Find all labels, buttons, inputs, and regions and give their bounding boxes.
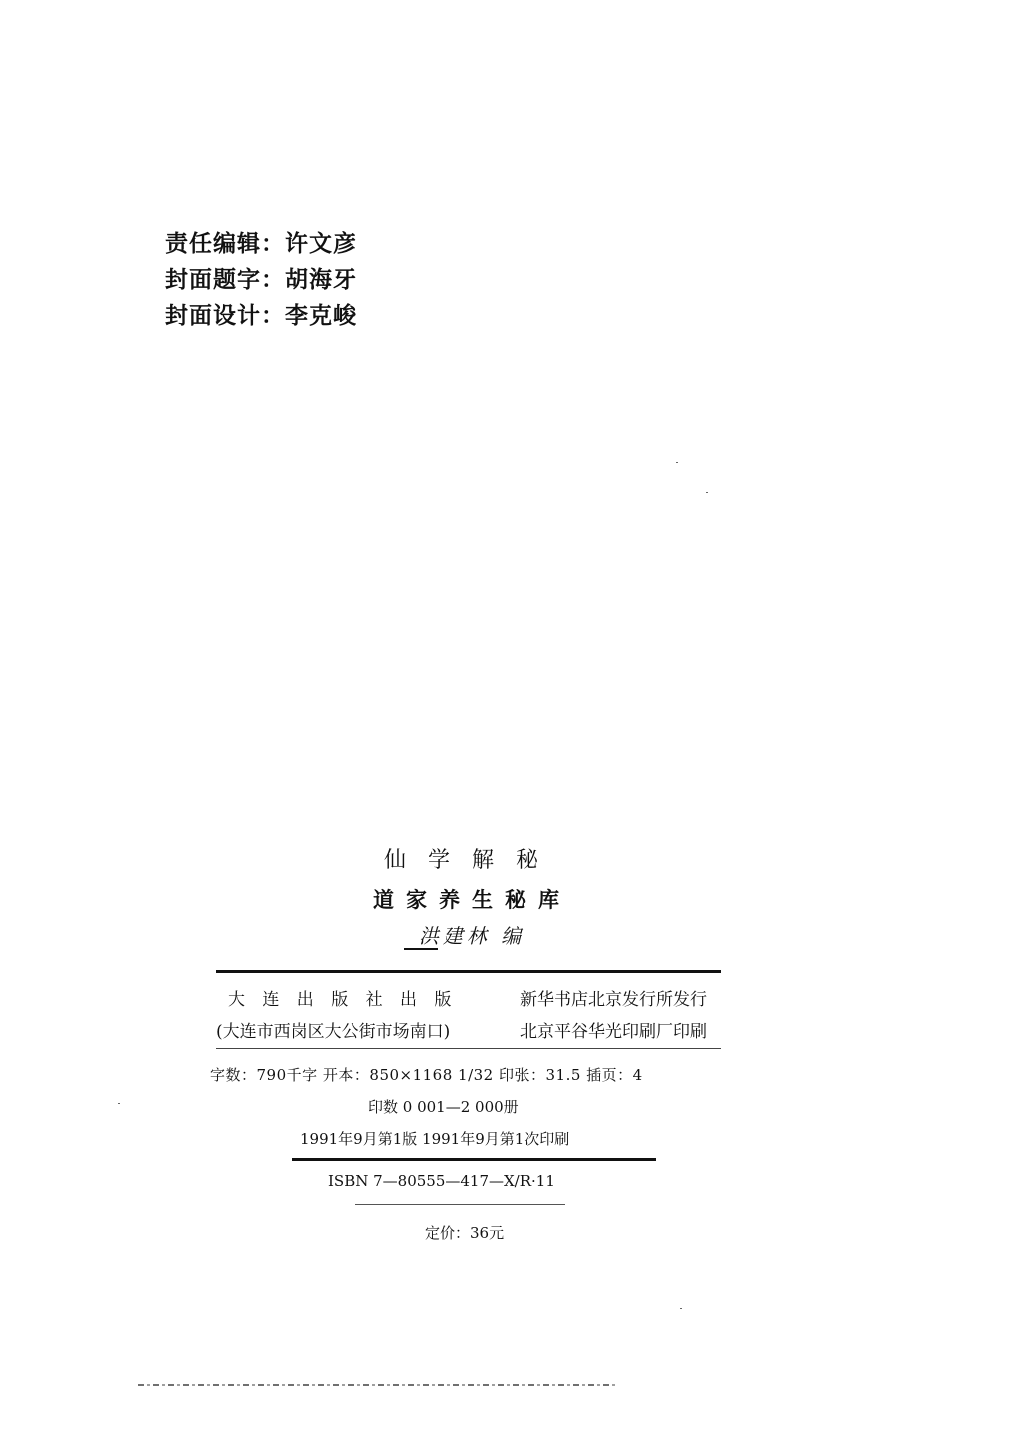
rule-isbn xyxy=(292,1158,656,1161)
scan-noise xyxy=(138,1384,616,1386)
rule-price xyxy=(355,1204,565,1205)
author-underline xyxy=(404,948,438,950)
speck xyxy=(706,492,708,493)
speck xyxy=(118,1103,120,1104)
isbn: ISBN 7—80555—417—X/R·11 xyxy=(328,1172,555,1190)
book-subtitle: 道家养生秘库 xyxy=(373,887,571,912)
editions: 1991年9月第1版 1991年9月第1次印刷 xyxy=(300,1130,570,1148)
distributor: 新华书店北京发行所发行 xyxy=(520,990,707,1010)
credit-editor: 责任编辑：许文彦 xyxy=(165,230,357,257)
speck xyxy=(680,1308,682,1309)
book-author: 洪建林 编 xyxy=(418,924,526,948)
book-title: 仙学解秘 xyxy=(383,848,560,873)
credit-cover-title: 封面题字：胡海牙 xyxy=(165,266,357,293)
speck xyxy=(676,462,678,463)
publisher-name: 大 连 出 版 社 出 版 xyxy=(228,990,458,1010)
rule-middle xyxy=(216,1048,721,1049)
specs-line: 字数：790千字 开本：850×1168 1/32 印张：31.5 插页：4 xyxy=(210,1066,643,1084)
print-run: 印数 0 001—2 000册 xyxy=(368,1098,519,1116)
credits-block xyxy=(165,226,357,334)
publisher-address: (大连市西岗区大公街市场南口) xyxy=(216,1022,451,1042)
credit-cover-design: 封面设计：李克峻 xyxy=(165,302,357,329)
price: 定价：36元 xyxy=(425,1224,505,1242)
rule-top xyxy=(216,970,721,973)
printer: 北京平谷华光印刷厂印刷 xyxy=(520,1022,707,1042)
